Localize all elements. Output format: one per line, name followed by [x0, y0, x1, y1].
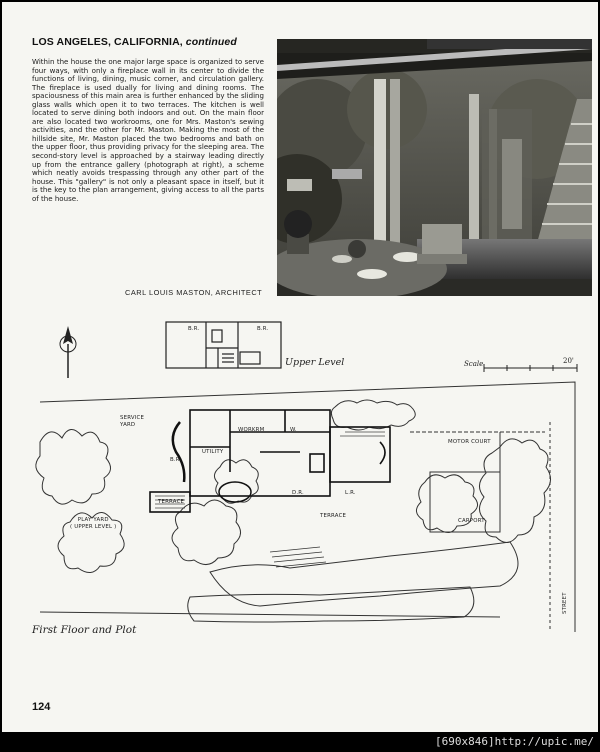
architect-credit: CARL LOUIS MASTON, ARCHITECT	[125, 288, 263, 297]
room-label-dining-room: D.R.	[292, 490, 304, 496]
room-label-service-yard: SERVICE YARD	[120, 415, 145, 428]
body-paragraph: Within the house the one major large space is organized to serve four ways, with only a fireplace wall in its center to divide the functions of living, dining, music corner, and circulation gallery. The fireplace is used dually for living and dining rooms. The spaciousness of this main area is further enhanced by the sliding glass walls which open it to two terraces. The kitchen is well located to serve dining both indoors and out. On the main floor are also located two workrooms, one for Mrs. Maston's sewing activities, and the other for Mr. Maston. Making the most of the hillside site, Mr. Maston placed the two bedrooms and bath on the upper floor, thus providing privacy for the sleeping area. The second-story level is approached by a stairway leading directly up from the entrance gallery (photograph at right), a scheme which neatly avoids trespassing through any other part of the house. This "gallery" is not only a pleasant space in itself, but it is the key to the plan arrangement, giving access to all the parts of the house.	[32, 57, 264, 203]
street-label: STREET	[562, 592, 568, 614]
page-number: 124	[32, 701, 51, 713]
first-floor-label: First Floor and Plot	[32, 624, 137, 636]
scale-value: 20'	[563, 357, 574, 365]
room-label-utility: UTILITY	[202, 449, 224, 455]
gallery-photograph	[277, 39, 592, 296]
room-label-motor-court: MOTOR COURT	[448, 439, 491, 445]
room-label-workroom: WORKRM	[238, 427, 265, 433]
upper-level-label: Upper Level	[285, 357, 345, 368]
first-floor-plot-plan	[30, 372, 590, 642]
upload-watermark: [690x846]http://upic.me/	[435, 735, 594, 748]
room-label-carport: CARPORT	[458, 518, 485, 524]
room-label-bedroom-upper-1: B.R.	[188, 326, 200, 332]
room-label-bedroom-upper-2: B.R.	[257, 326, 269, 332]
page	[2, 2, 598, 732]
room-label-terrace-2: TERRACE	[320, 513, 347, 519]
room-label-living-room: L.R.	[345, 490, 356, 496]
heading-location: LOS ANGELES, CALIFORNIA,	[32, 36, 183, 48]
room-label-terrace-1: TERRACE	[158, 499, 185, 505]
heading-continued: continued	[185, 36, 237, 48]
article-heading	[32, 36, 272, 48]
scale-label: Scale	[464, 360, 484, 368]
room-label-w: W.	[290, 427, 297, 433]
room-label-bedroom-main: B.R.	[170, 457, 182, 463]
room-label-play-yard: PLAY YARD ( UPPER LEVEL )	[70, 517, 117, 530]
